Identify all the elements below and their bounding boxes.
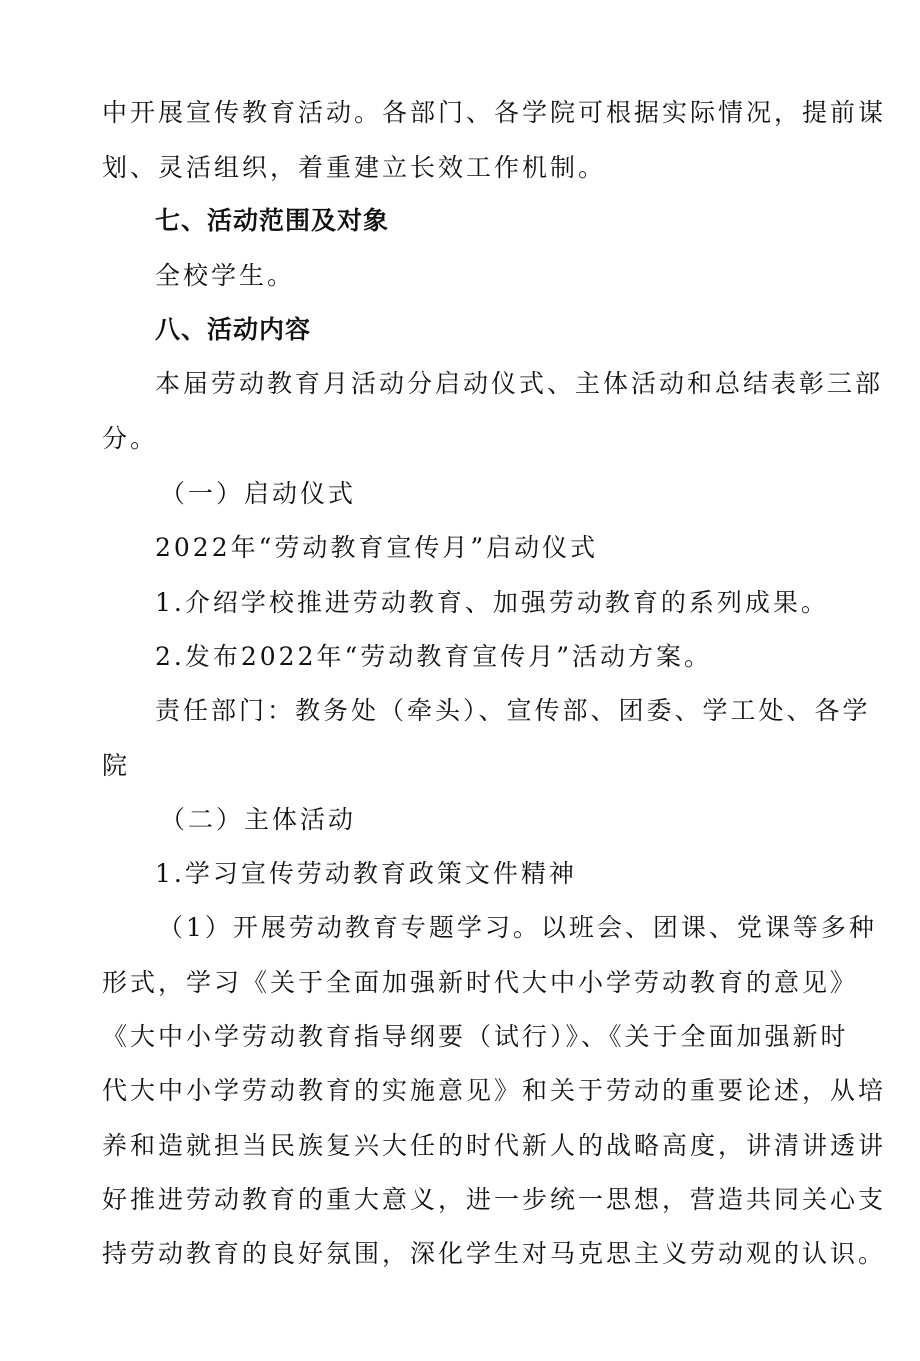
body-text-line: 持劳动教育的良好氛围，深化学生对马克思主义劳动观的认识。 [102,1239,887,1268]
body-text-line: 院 [102,751,131,780]
body-text-line: 代大中小学劳动教育的实施意见》和关于劳动的重要论述，从培 [102,1076,887,1105]
body-text-line: 本届劳动教育月活动分启动仪式、主体活动和总结表彰三部 [155,369,884,398]
subsection-heading: （一）启动仪式 [160,479,357,508]
body-text-line: 《大中小学劳动教育指导纲要（试行）》、《关于全面加强新时 [102,1022,849,1051]
body-text-line: （1）开展劳动教育专题学习。以班会、团课、党课等多种 [158,913,877,942]
section-heading: 八、活动内容 [155,315,312,344]
body-text-line: 养和造就担当民族复兴大任的时代新人的战略高度，讲清讲透讲 [102,1131,887,1160]
body-text-line: 全校学生。 [155,261,296,290]
list-item: 1.学习宣传劳动教育政策文件精神 [155,859,577,888]
subsection-heading: （二）主体活动 [160,805,357,834]
section-heading: 七、活动范围及对象 [155,206,390,235]
body-text-line: 责任部门：教务处（牵头）、宣传部、团委、学工处、各学 [155,696,871,725]
body-text-line: 好推进劳动教育的重大意义，进一步统一思想，营造共同关心支 [102,1185,887,1214]
body-text-line: 形式，学习《关于全面加强新时代大中小学劳动教育的意见》 [102,968,859,997]
body-text-line: 分。 [102,424,159,453]
list-item: 2.发布2022年“劳动教育宣传月”活动方案。 [155,642,713,671]
body-text-line: 2022年“劳动教育宣传月”启动仪式 [155,533,599,562]
body-text-line: 中开展宣传教育活动。各部门、各学院可根据实际情况，提前谋 [102,98,887,127]
body-text-line: 划、灵活组织，着重建立长效工作机制。 [102,153,607,182]
list-item: 1.介绍学校推进劳动教育、加强劳动教育的系列成果。 [155,588,829,617]
